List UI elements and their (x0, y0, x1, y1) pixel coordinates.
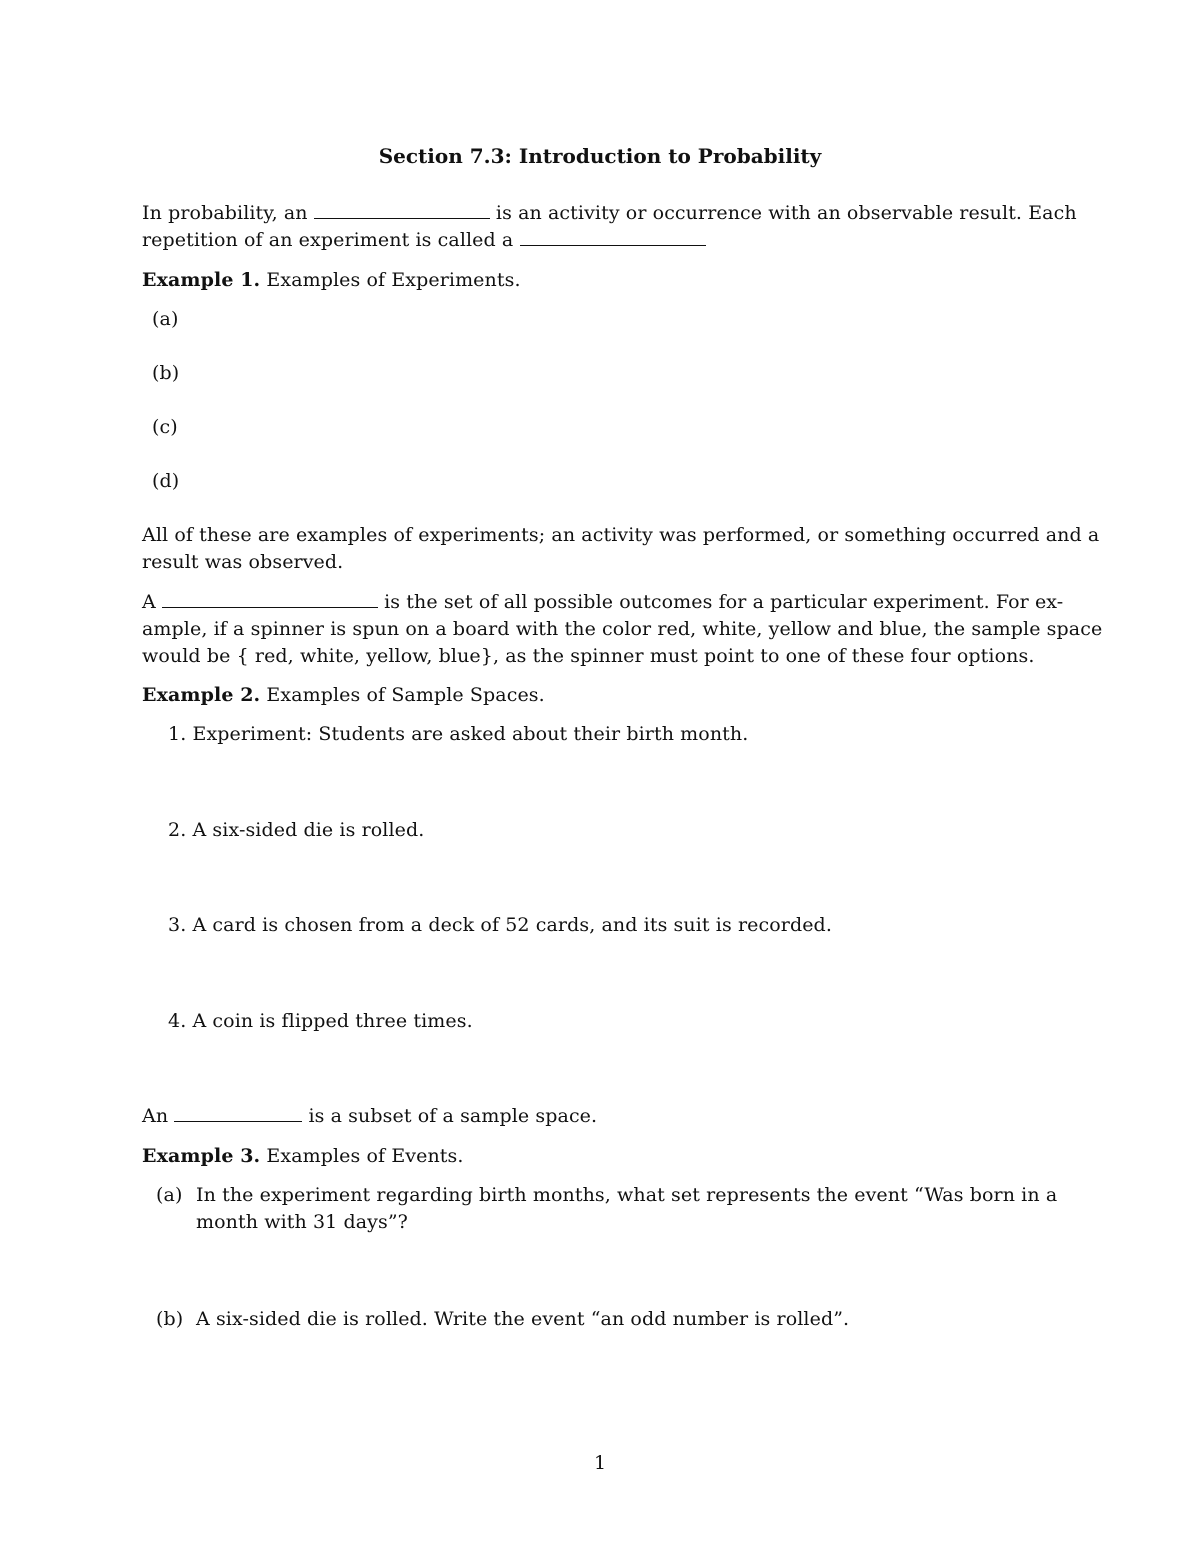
event-definition (142, 1103, 597, 1129)
example-2-item-1 (168, 721, 748, 747)
item-number: 1. (168, 723, 187, 745)
intro-text-1: In probability, an (142, 202, 308, 224)
blank-sample-space (162, 589, 378, 608)
example-3-label: Example 3. (142, 1145, 261, 1167)
example-2-text: Examples of Sample Spaces. (266, 684, 545, 706)
item-number: 2. (168, 819, 187, 841)
example-1-item-d: (d) (152, 470, 180, 492)
blank-experiment (314, 200, 490, 219)
experiments-para-line-1: All of these are examples of experiments; an activity was performed, or something occurred and a (142, 524, 1100, 546)
intro-line-2 (142, 227, 706, 253)
example-2-label: Example 2. (142, 684, 261, 706)
blank-trial (520, 227, 706, 246)
example-1-item-a: (a) (152, 308, 179, 330)
blank-event (174, 1103, 302, 1122)
intro-line-1 (142, 200, 1077, 226)
intro-text-2: is an activity or occurrence with an observable result. Each (495, 202, 1077, 224)
example-3-item-a-label: (a) (156, 1184, 183, 1206)
item-text: Experiment: Students are asked about their birth month. (192, 723, 749, 745)
sample-space-line-1 (142, 589, 1063, 615)
item-text: A card is chosen from a deck of 52 cards, and its suit is recorded. (192, 914, 832, 936)
example-2-item-4 (168, 1008, 473, 1034)
example-1-item-c: (c) (152, 416, 178, 438)
example-3-item-a-line-2: month with 31 days”? (196, 1211, 408, 1233)
event-text-2: is a subset of a sample space. (308, 1105, 598, 1127)
page-title: Section 7.3: Introduction to Probability (378, 144, 822, 168)
example-2-heading (142, 682, 545, 708)
sample-space-text-b: is the set of all possible outcomes for a particular experiment. For ex- (384, 591, 1064, 613)
sample-space-line-2: ample, if a spinner is spun on a board with the color red, white, yellow and blue, the sample space (142, 618, 1103, 640)
example-2-item-3 (168, 912, 832, 938)
intro-text-3: repetition of an experiment is called a (142, 229, 514, 251)
example-3-item-b-line-1: A six-sided die is rolled. Write the event “an odd number is rolled”. (196, 1308, 850, 1330)
item-number: 3. (168, 914, 187, 936)
sample-space-line-3: would be { red, white, yellow, blue}, as the spinner must point to one of these four options. (142, 645, 1035, 667)
item-number: 4. (168, 1010, 187, 1032)
example-1-item-b: (b) (152, 362, 180, 384)
item-text: A six-sided die is rolled. (192, 819, 425, 841)
example-2-item-2 (168, 817, 424, 843)
example-3-item-b-label: (b) (156, 1308, 184, 1330)
item-text: A coin is flipped three times. (192, 1010, 473, 1032)
experiments-para-line-2: result was observed. (142, 551, 344, 573)
example-1-text: Examples of Experiments. (266, 269, 521, 291)
event-text-1: An (142, 1105, 169, 1127)
example-3-text: Examples of Events. (266, 1145, 464, 1167)
page-number: 1 (593, 1452, 607, 1474)
example-1-label: Example 1. (142, 269, 261, 291)
sample-space-text-a: A (142, 591, 156, 613)
example-1-heading (142, 267, 521, 293)
example-3-heading (142, 1143, 464, 1169)
example-3-item-a-line-1: In the experiment regarding birth months, what set represents the event “Was born in a (196, 1184, 1058, 1206)
